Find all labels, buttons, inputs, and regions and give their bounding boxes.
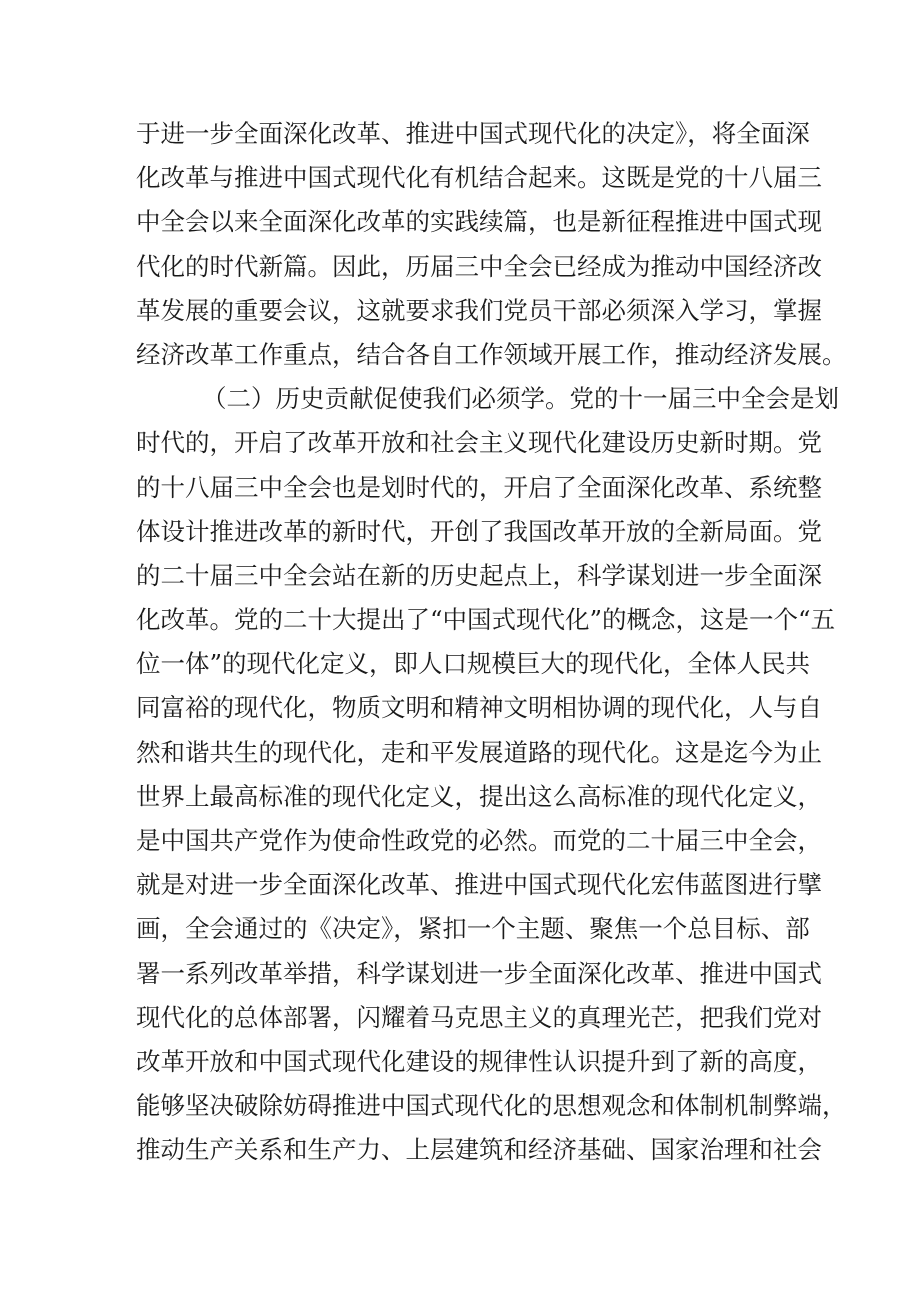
text-line-2: 化改革与推进中国式现代化有机结合起来。这既是党的十八届三 [136, 163, 822, 193]
text-line-11: 的二十届三中全会站在新的历史起点上，科学谋划进一步全面深 [136, 560, 822, 590]
text-line-24: 推动生产关系和生产力、上层建筑和经济基础、国家治理和社会 [136, 1135, 822, 1165]
body-text [136, 112, 847, 1173]
text-line-19: 画，全会通过的《决定》，紧扣一个主题、聚焦一个总目标、部 [136, 914, 810, 944]
text-line-7: （二）历史贡献促使我们必须学。党的十一届三中全会是划 [202, 384, 839, 414]
text-line-3: 中全会以来全面深化改革的实践续篇，也是新征程推进中国式现 [136, 207, 822, 237]
text-line-5: 革发展的重要会议，这就要求我们党员干部必须深入学习，掌握 [136, 295, 822, 325]
text-line-8: 时代的，开启了改革开放和社会主义现代化建设历史新时期。党 [136, 428, 822, 458]
text-line-1: 于进一步全面深化改革、推进中国式现代化的决定》，将全面深 [136, 119, 810, 148]
text-line-9: 的十八届三中全会也是划时代的，开启了全面深化改革、系统整 [136, 472, 822, 502]
text-line-16: 世界上最高标准的现代化定义，提出这么高标准的现代化定义， [136, 781, 822, 811]
text-line-20: 署一系列改革举措，科学谋划进一步全面深化改革、推进中国式 [136, 958, 822, 988]
text-line-13: 位一体”的现代化定义，即人口规模巨大的现代化，全体人民共 [136, 649, 811, 679]
text-line-6: 经济改革工作重点，结合各自工作领域开展工作，推动经济发展。 [136, 339, 847, 369]
text-line-4: 代化的时代新篇。因此，历届三中全会已经成为推动中国经济改 [136, 251, 822, 281]
text-line-18: 就是对进一步全面深化改革、推进中国式现代化宏伟蓝图进行擘 [136, 870, 822, 900]
text-line-21: 现代化的总体部署，闪耀着马克思主义的真理光芒，把我们党对 [136, 1002, 822, 1032]
text-line-15: 然和谐共生的现代化，走和平发展道路的现代化。这是迄今为止 [136, 737, 822, 767]
text-line-22: 改革开放和中国式现代化建设的规律性认识提升到了新的高度， [136, 1046, 822, 1076]
text-line-12: 化改革。党的二十大提出了“中国式现代化”的概念，这是一个“五 [136, 605, 836, 635]
text-line-14: 同富裕的现代化，物质文明和精神文明相协调的现代化，人与自 [136, 693, 822, 723]
text-line-17: 是中国共产党作为使命性政党的必然。而党的二十届三中全会， [136, 826, 822, 855]
text-line-23: 能够坚决破除妨碍推进中国式现代化的思想观念和体制机制弊端， [136, 1091, 847, 1121]
text-line-10: 体设计推进改革的新时代，开创了我国改革开放的全新局面。党 [136, 516, 822, 546]
